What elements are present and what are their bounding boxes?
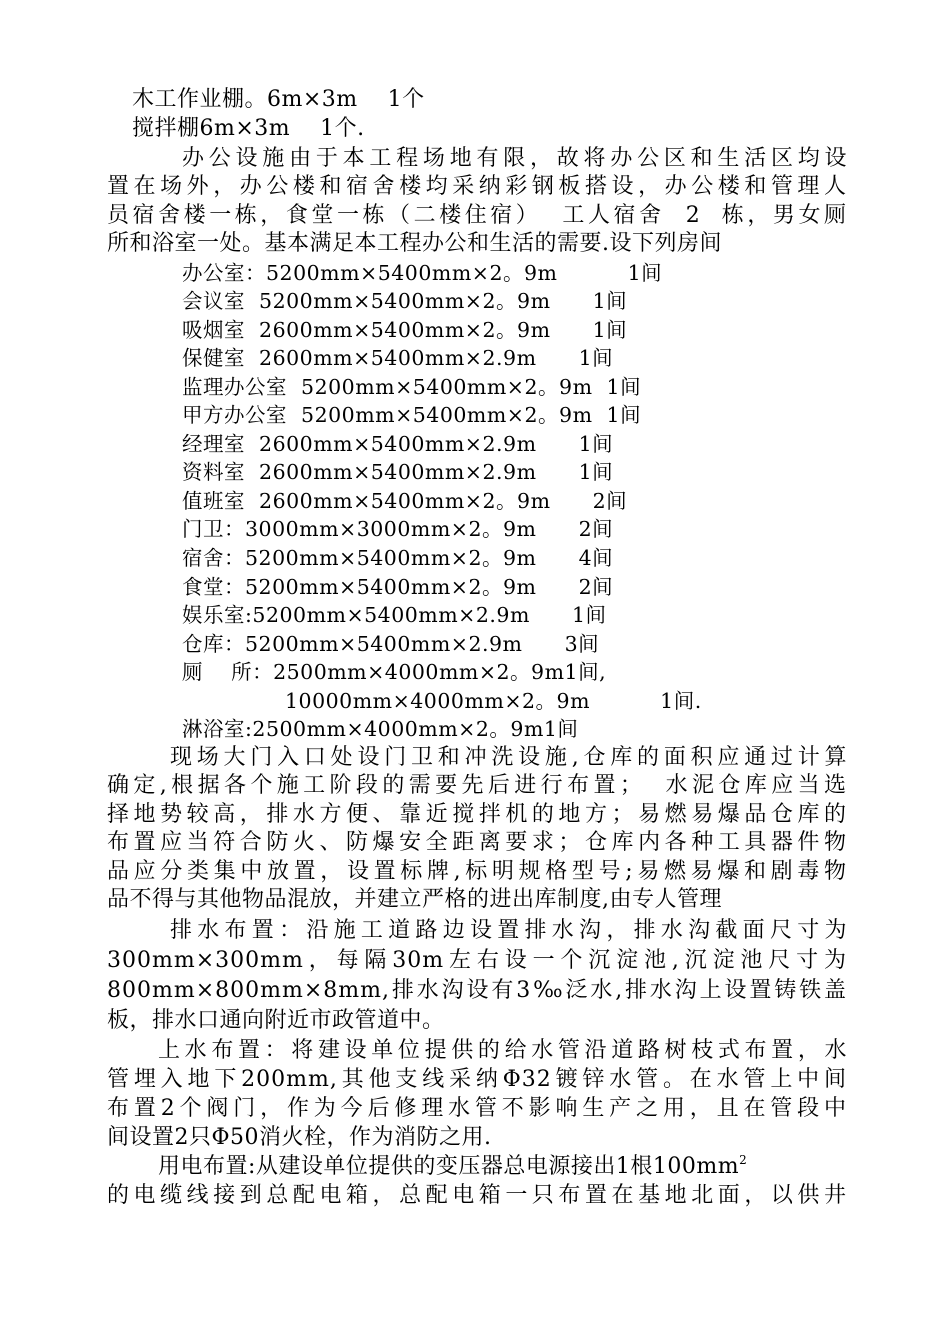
room-item: 甲方办公室 5200mm×5400mm×2。9m 1间 <box>182 403 642 427</box>
paragraph-line: 板，排水口通向附近市政管道中。 <box>107 1008 445 1033</box>
paragraph-line: 办公设施由于本工程场地有限，故将办公区和生活区均设 <box>182 146 847 171</box>
paragraph-line: 间设置2只Φ50消火栓，作为消防之用. <box>107 1125 492 1150</box>
room-item: 仓库：5200mm×5400mm×2.9m 3间 <box>182 632 600 656</box>
paragraph-line: 管埋入地下200mm,其他支线采纳Φ32镀锌水管。在水管上中间 <box>107 1067 847 1092</box>
paragraph-line: 品应分类集中放置，设置标牌,标明规格型号;易燃易爆和剧毒物 <box>107 859 847 884</box>
paragraph-line: 确定,根据各个施工阶段的需要先后进行布置； 水泥仓库应当选 <box>107 773 847 798</box>
room-item: 食堂：5200mm×5400mm×2。9m 2间 <box>182 575 614 599</box>
room-item: 淋浴室:2500mm×4000mm×2。9m1间 <box>182 717 579 741</box>
room-item: 经理室 2600mm×5400mm×2.9m 1间 <box>182 432 614 456</box>
paragraph-line: 现场大门入口处设门卫和冲洗设施,仓库的面积应通过计算 <box>170 745 847 770</box>
intro-line: 木工作业棚。6m×3m 1个 <box>132 87 425 112</box>
paragraph-line: 排水布置：沿施工道路边设置排水沟，排水沟截面尺寸为 <box>170 918 847 943</box>
superscript: 2 <box>739 1153 748 1167</box>
room-item: 厕 所：2500mm×4000mm×2。9m1间, <box>182 660 607 684</box>
room-item: 值班室 2600mm×5400mm×2。9m 2间 <box>182 489 628 513</box>
room-item: 会议室 5200mm×5400mm×2。9m 1间 <box>182 289 628 313</box>
room-item: 10000mm×4000mm×2。9m 1间. <box>285 689 702 713</box>
room-item: 办公室：5200mm×5400mm×2。9m 1间 <box>182 261 663 285</box>
room-item: 吸烟室 2600mm×5400mm×2。9m 1间 <box>182 318 628 342</box>
room-item: 门卫：3000mm×3000mm×2。9m 2间 <box>182 517 614 541</box>
paragraph-line: 所和浴室一处。基本满足本工程办公和生活的需要.设下列房间 <box>107 231 722 256</box>
paragraph-line <box>158 1153 747 1181</box>
paragraph-line: 布置应当符合防火、防爆安全距离要求；仓库内各种工具器件物 <box>107 830 847 855</box>
intro-line: 搅拌棚6m×3m 1个. <box>132 116 365 141</box>
paragraph-line: 上水布置：将建设单位提供的给水管沿道路树枝式布置，水 <box>158 1038 847 1063</box>
paragraph-line: 布置2个阀门，作为今后修理水管不影响生产之用，且在管段中 <box>107 1096 847 1121</box>
room-item: 资料室 2600mm×5400mm×2.9m 1间 <box>182 460 614 484</box>
room-item: 保健室 2600mm×5400mm×2.9m 1间 <box>182 346 614 370</box>
paragraph-line: 300mm×300mm，每隔30m左右设一个沉淀池,沉淀池尺寸为 <box>107 948 847 973</box>
paragraph-line: 择地势较高，排水方便、靠近搅拌机的地方；易燃易爆品仓库的 <box>107 802 847 827</box>
paragraph-line: 800mm×800mm×8mm,排水沟设有3‰泛水,排水沟上设置铸铁盖 <box>107 978 847 1003</box>
paragraph-line: 的电缆线接到总配电箱，总配电箱一只布置在基地北面，以供井 <box>107 1183 847 1208</box>
room-item: 监理办公室 5200mm×5400mm×2。9m 1间 <box>182 375 642 399</box>
paragraph-line: 置在场外，办公楼和宿舍楼均采纳彩钢板搭设，办公楼和管理人 <box>107 174 847 199</box>
room-item: 宿舍：5200mm×5400mm×2。9m 4间 <box>182 546 614 570</box>
room-item: 娱乐室:5200mm×5400mm×2.9m 1间 <box>182 603 607 627</box>
paragraph-line: 员宿舍楼一栋，食堂一栋（二楼住宿） 工人宿舍 2 栋，男女厕 <box>107 203 847 228</box>
paragraph-line: 品不得与其他物品混放，并建立严格的进出库制度,由专人管理 <box>107 887 722 912</box>
power-text: 用电布置:从建设单位提供的变压器总电源接出1根100mm <box>158 1154 740 1179</box>
